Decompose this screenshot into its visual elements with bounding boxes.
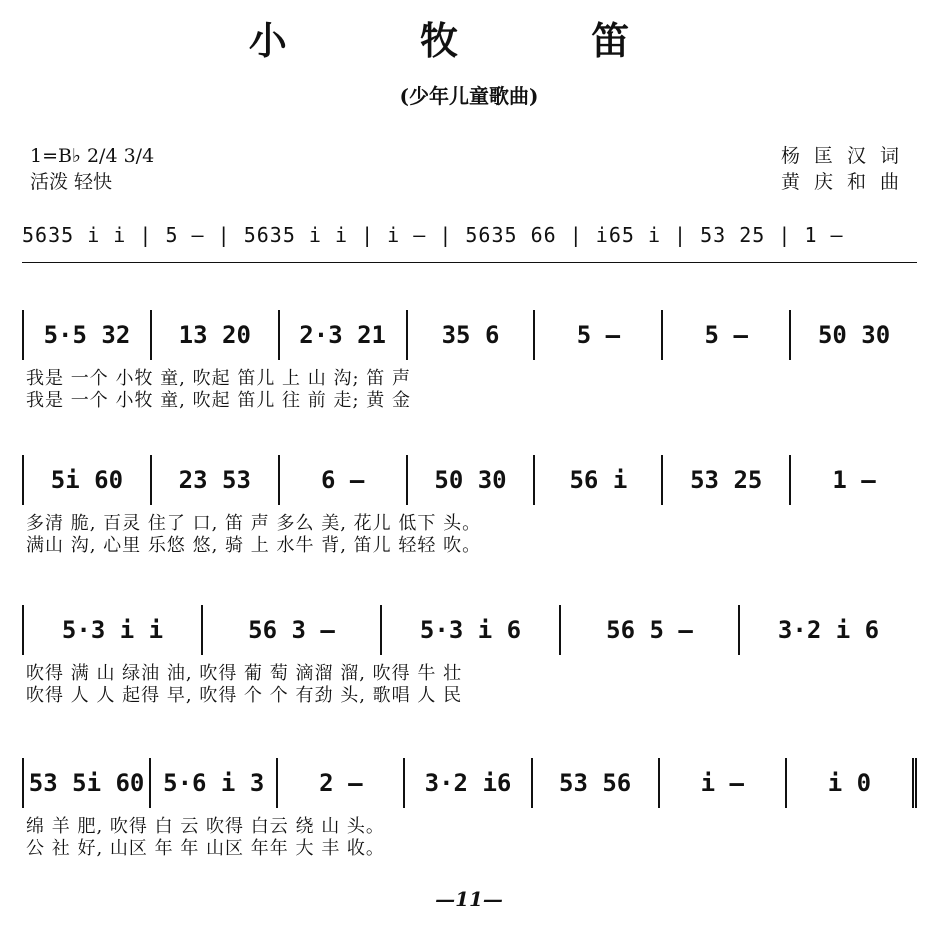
- measure: 56 3 —: [203, 605, 382, 655]
- lyric-verse-1: 吹得 满 山 绿油 油, 吹得 葡 萄 滴溜 溜, 吹得 牛 壮: [26, 663, 463, 684]
- key-signature: 1=B♭ 2/4 3/4: [30, 145, 155, 167]
- measure: 53 5i 60: [24, 758, 151, 808]
- measure: 5 —: [663, 310, 791, 360]
- measure: 3·2 i 6: [777, 616, 880, 644]
- lyric-verse-2: 我是 一个 小牧 童, 吹起 笛儿 往 前 走; 黄 金: [26, 390, 412, 411]
- tempo-key-block: [30, 143, 154, 195]
- measure: i —: [660, 758, 787, 808]
- tempo-marking: 活泼 轻快: [30, 171, 113, 193]
- notation-row: [22, 310, 917, 360]
- notation-row: [22, 605, 917, 655]
- lyric-verse-1: 绵 羊 肥, 吹得 白 云 吹得 白云 绕 山 头。: [26, 816, 385, 837]
- measure: 5 —: [535, 310, 663, 360]
- measure: 5·6 i 3: [151, 758, 278, 808]
- credits-block: [781, 143, 913, 195]
- measure: 5·3 i 6: [382, 605, 561, 655]
- measure: 6 —: [280, 455, 408, 505]
- intro-underline: [22, 262, 917, 263]
- measure: 1 —: [832, 466, 876, 494]
- measure: 50 30: [817, 321, 891, 349]
- measure: 2·3 21: [280, 310, 408, 360]
- measure: i 0: [827, 769, 872, 797]
- measure: 50 30: [408, 455, 536, 505]
- song-title: 小 牧 笛: [248, 18, 690, 63]
- measure: 56 i: [535, 455, 663, 505]
- measure: 5i 60: [24, 455, 152, 505]
- lyric-verse-2: 满山 沟, 心里 乐悠 悠, 骑 上 水牛 背, 笛儿 轻轻 吹。: [26, 535, 482, 556]
- measure: 5·5 32: [24, 310, 152, 360]
- intro-notation: 5635 i i | 5 — | 5635 i i | i — | 5635 66 | i65 i | 53 25 | 1 —: [22, 223, 844, 247]
- lyric-verse-2: 吹得 人 人 起得 早, 吹得 个 个 有劲 头, 歌唱 人 民: [26, 685, 463, 706]
- staff-system-1: [22, 310, 917, 440]
- staff-system-3: [22, 605, 917, 735]
- notation-row: [22, 455, 917, 505]
- measure: 35 6: [408, 310, 536, 360]
- measure: 5·3 i i: [24, 605, 203, 655]
- measure: 53 25: [663, 455, 791, 505]
- measure: 2 —: [278, 758, 405, 808]
- staff-system-2: [22, 455, 917, 585]
- measure: 53 56: [533, 758, 660, 808]
- measure: 13 20: [152, 310, 280, 360]
- measure: 56 5 —: [561, 605, 740, 655]
- composer-credit: 黄庆和曲: [780, 171, 913, 193]
- lyricist-credit: 杨匡汉词: [780, 145, 913, 167]
- lyric-verse-2: 公 社 好, 山区 年 年 山区 年年 大 丰 收。: [26, 838, 385, 859]
- lyric-verse-1: 我是 一个 小牧 童, 吹起 笛儿 上 山 沟; 笛 声: [26, 368, 412, 389]
- notation-row: [22, 758, 917, 808]
- measure: 23 53: [152, 455, 280, 505]
- staff-system-4: [22, 758, 917, 888]
- measure: 3·2 i6: [405, 758, 532, 808]
- song-subtitle: (少年儿童歌曲): [399, 84, 539, 108]
- page-number: —11—: [435, 887, 503, 911]
- lyric-verse-1: 多清 脆, 百灵 住了 口, 笛 声 多么 美, 花儿 低下 头。: [26, 513, 482, 534]
